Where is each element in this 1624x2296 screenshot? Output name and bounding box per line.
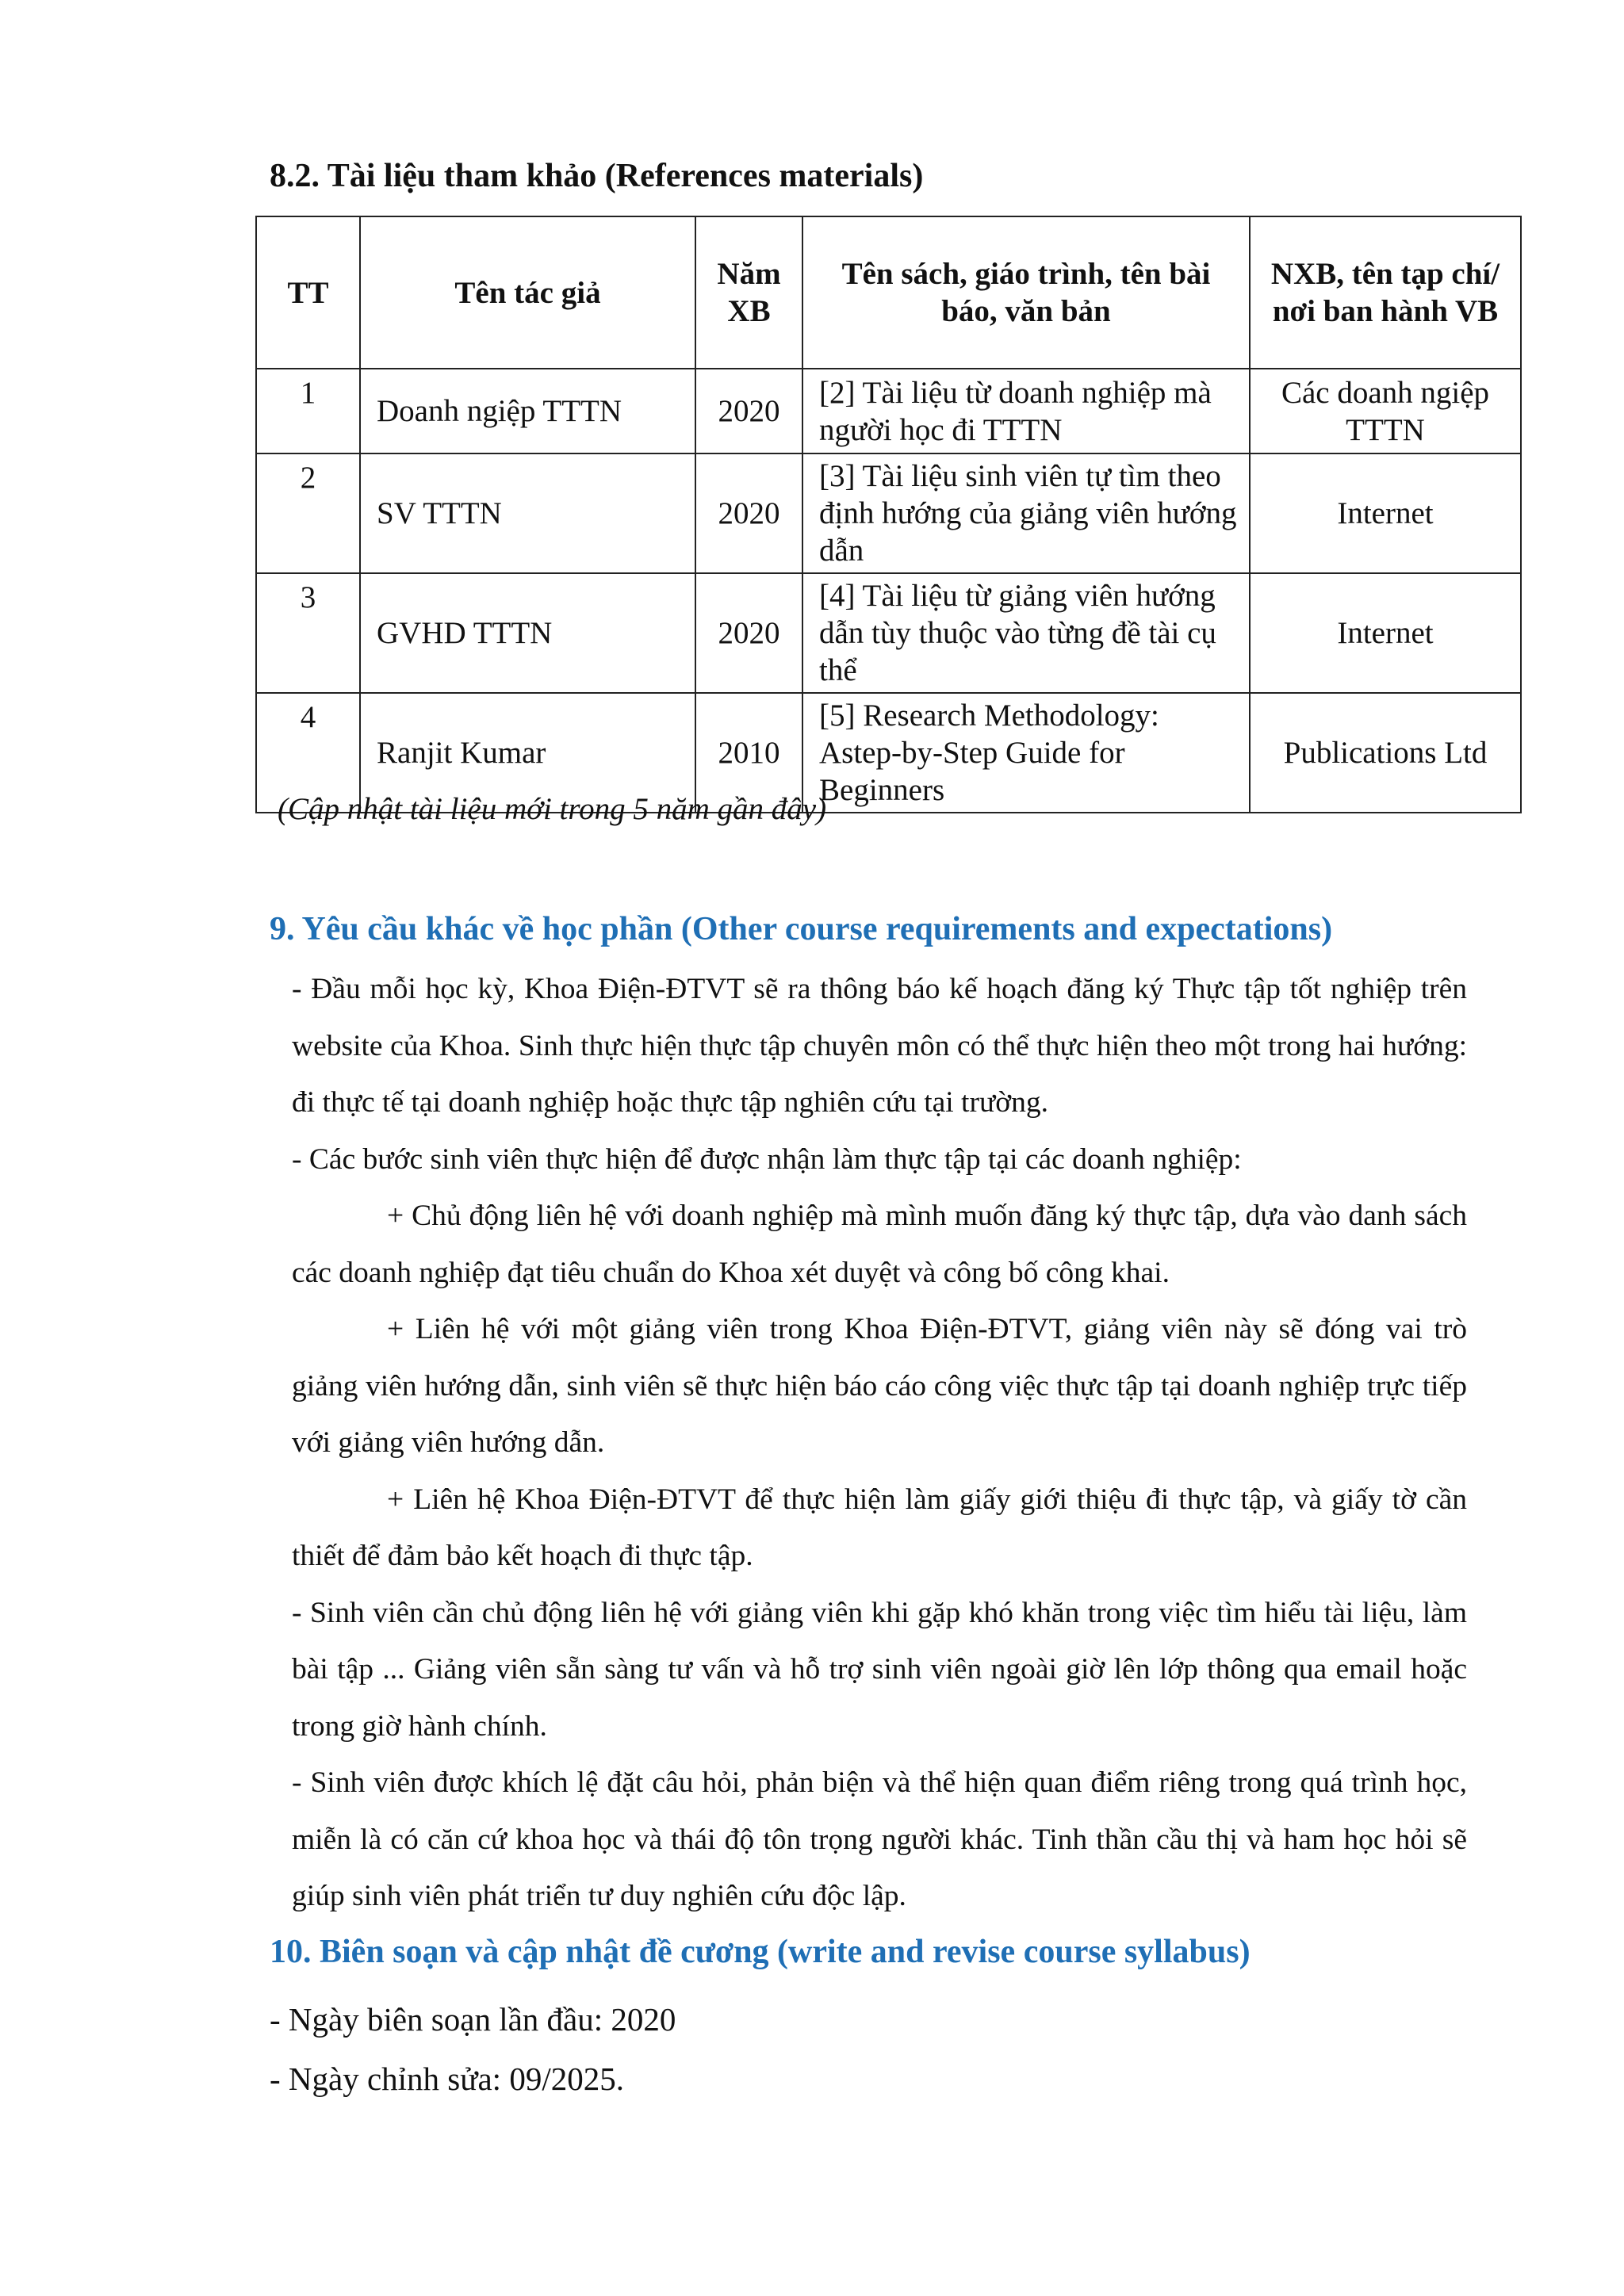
publisher-cell: Publications Ltd [1250,693,1521,813]
title-cell: [3] Tài liệu sinh viên tự tìm theo định hướng của giảng viên hướng dẫn [802,453,1250,573]
references-heading: 8.2. Tài liệu tham khảo (References materials) [270,158,924,194]
title-cell: [2] Tài liệu từ doanh nghiệp mà người học đi TTTN [802,369,1250,453]
year-cell: 2020 [695,453,802,573]
references-note: (Cập nhật tài liệu mới trong 5 năm gần đây) [278,792,827,826]
column-header-title: Tên sách, giáo trình, tên bài báo, văn bản [802,216,1250,369]
publisher-cell: Các doanh ngiệp TTTN [1250,369,1521,453]
publisher-cell: Internet [1250,573,1521,693]
column-header-tt: TT [256,216,360,369]
row-number: 2 [256,453,360,573]
paragraph: - Các bước sinh viên thực hiện để được nhận làm thực tập tại các doanh nghiệp: [292,1142,1242,1176]
table-row [256,573,1521,693]
author-cell: Ranjit Kumar [360,693,695,813]
row-number: 3 [256,573,360,693]
column-header-author: Tên tác giả [360,216,695,369]
author-cell: Doanh ngiệp TTTN [360,369,695,453]
paragraph: - Sinh viên được khích lệ đặt câu hỏi, phản biện và thể hiện quan điểm riêng trong quá trình học, miễn là có căn cứ khoa học và thái độ tôn trọng người khác. Tinh thần cầu thị và ham học hỏi sẽ giúp sinh viên phát triển tư duy nghiên cứu độc lập. [292,1766,1467,1912]
column-header-year: Năm XB [695,216,802,369]
table-row [256,453,1521,573]
paragraph: - Đầu mỗi học kỳ, Khoa Điện-ĐTVT sẽ ra thông báo kế hoạch đăng ký Thực tập tốt nghiệp trên website của Khoa. Sinh thực hiện thực tập chuyên môn có thể thực hiện theo một trong hai hướng: đi thực tế tại doanh nghiệp hoặc thực tập nghiên cứu tại trường. [292,973,1467,1119]
author-cell: SV TTTN [360,453,695,573]
sub-item: + Liên hệ Khoa Điện-ĐTVT để thực hiện làm giấy giới thiệu đi thực tập, và giấy tờ cần thiết để đảm bảo kết hoạch đi thực tập. [292,1483,1467,1572]
sub-item: + Liên hệ với một giảng viên trong Khoa Điện-ĐTVT, giảng viên này sẽ đóng vai trò giảng viên hướng dẫn, sinh viên sẽ thực hiện báo cáo công việc thực tập tại doanh nghiệp trực tiếp với giảng viên hướng dẫn. [292,1313,1467,1459]
section-9-heading: 9. Yêu cầu khác về học phần (Other course requirements and expectations) [270,911,1333,947]
publisher-cell: Internet [1250,453,1521,573]
year-cell: 2010 [695,693,802,813]
section-10-body [270,1990,676,2109]
title-cell: [4] Tài liệu từ giảng viên hướng dẫn tùy thuộc vào từng đề tài cụ thể [802,573,1250,693]
revised-date: - Ngày chỉnh sửa: 09/2025. [270,2061,624,2097]
row-number: 4 [256,693,360,813]
author-cell: GVHD TTTN [360,573,695,693]
first-written-date: - Ngày biên soạn lần đầu: 2020 [270,2001,676,2038]
year-cell: 2020 [695,369,802,453]
table-row [256,369,1521,453]
column-header-publisher: NXB, tên tạp chí/ nơi ban hành VB [1250,216,1521,369]
year-cell: 2020 [695,573,802,693]
row-number: 1 [256,369,360,453]
section-9-body [292,961,1467,1925]
table-header-row [256,216,1521,369]
references-table [255,216,1522,813]
section-10-heading: 10. Biên soạn và cập nhật đề cương (write and revise course syllabus) [270,1934,1251,1970]
paragraph: - Sinh viên cần chủ động liên hệ với giảng viên khi gặp khó khăn trong việc tìm hiểu tài liệu, làm bài tập ... Giảng viên sẵn sàng tư vấn và hỗ trợ sinh viên ngoài giờ lên lớp thông qua email hoặc trong giờ hành chính. [292,1596,1467,1743]
title-cell: [5] Research Methodology: Astep-by-Step Guide for Beginners [802,693,1250,813]
sub-item: + Chủ động liên hệ với doanh nghiệp mà mình muốn đăng ký thực tập, dựa vào danh sách các doanh nghiệp đạt tiêu chuẩn do Khoa xét duyệt và công bố công khai. [292,1200,1467,1289]
